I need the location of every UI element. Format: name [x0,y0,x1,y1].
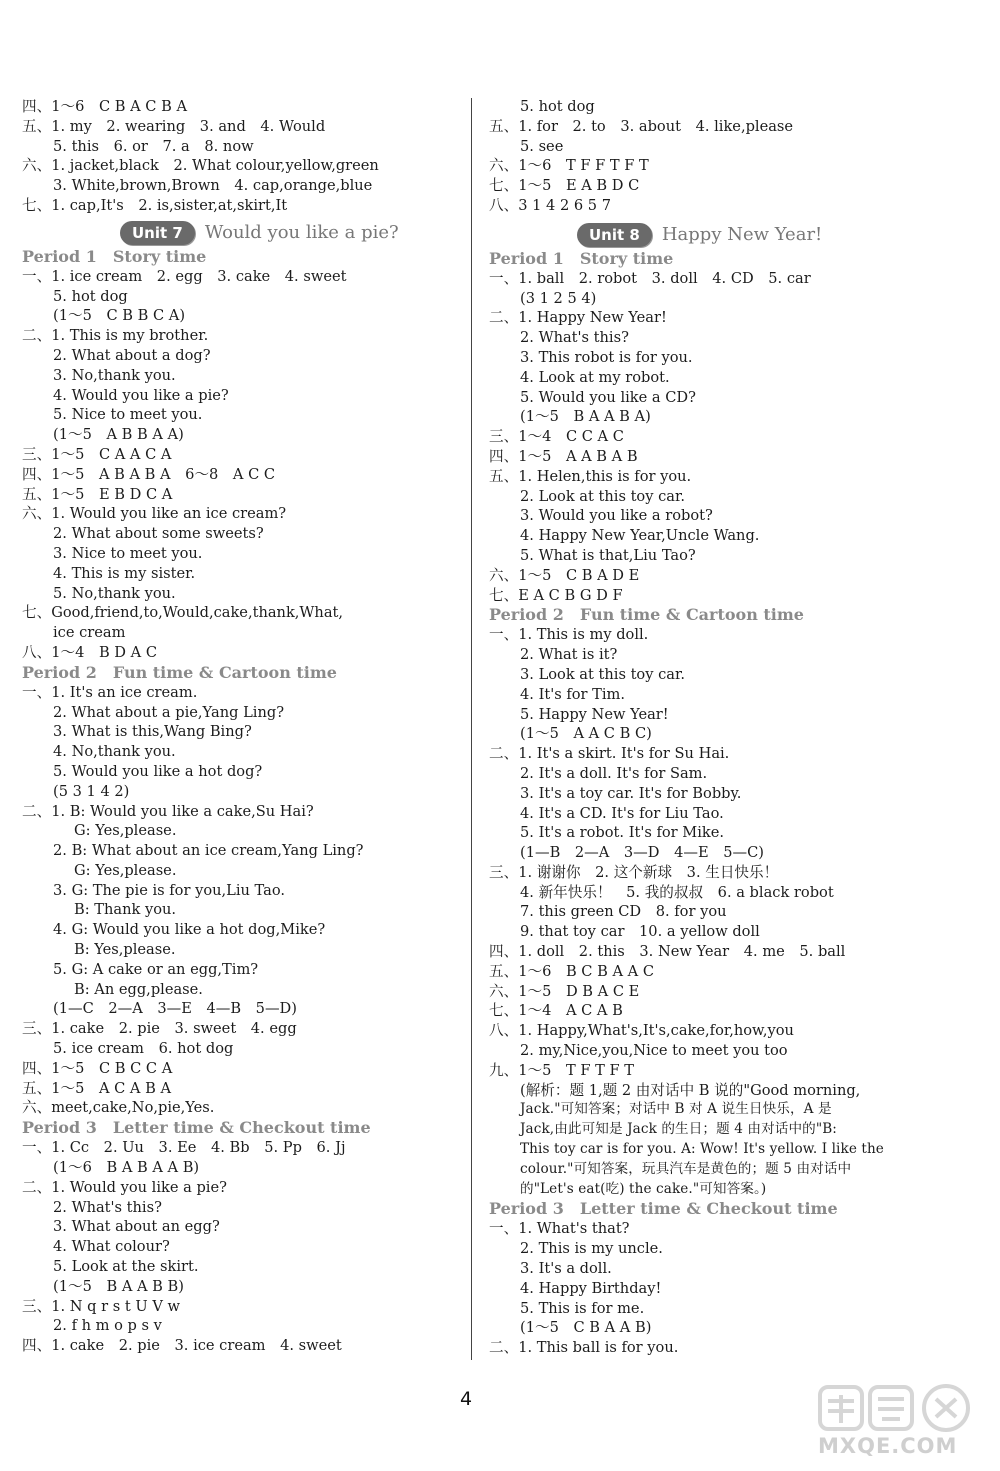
answer-line: G: Yes,please. [74,861,177,879]
answer-line: 2. Look at this toy car. [520,487,685,505]
right-column [489,97,969,1358]
answer-line: 五、1. for 2. to 3. about 4. like,please [489,117,794,135]
answer-line: 3. It's a doll. [520,1260,612,1278]
answer-line: 五、1～5 E B D C A [22,485,173,503]
answer-line: 八、1. Happy,What's,It's,cake,for,how,you [489,1022,794,1040]
answer-line: G: Yes,please. [74,822,177,840]
unit-7-header [22,218,467,247]
right-block-3 [489,625,969,1199]
answer-line: 四、1～5 A A B A B [489,447,638,465]
left-block-2 [22,267,467,663]
answer-line: 4. What colour? [53,1238,170,1256]
answer-line: 5. ice cream 6. hot dog [53,1040,234,1058]
period-label: Period 2 [22,662,97,682]
answer-line: 4. Happy Birthday! [520,1279,662,1297]
answer-line: 四、1～6 C B A C B A [22,98,187,115]
answer-line: 六、1～6 T F F T F T [489,157,649,175]
answer-line: 3. Look at this toy car. [520,665,685,683]
period-title: Fun time & Cartoon time [112,662,337,682]
unit-7-period-2 [22,663,467,683]
answer-line: 5. Look at the skirt. [53,1258,199,1276]
unit-8-badge: Unit 8 [577,223,652,247]
answer-line: 九、1～5 T F T F T [489,1061,634,1079]
answer-line: (1—C 2—A 3—E 4—B 5—D) [53,1000,297,1018]
answer-line: 四、1. cake 2. pie 3. ice cream 4. sweet [22,1337,342,1355]
left-block-4 [22,1138,467,1356]
answer-line: ice cream [53,624,126,642]
answer-line: 三、1. cake 2. pie 3. sweet 4. egg [22,1020,297,1038]
page-number: 4 [460,1388,473,1410]
answer-line: 五、1～5 A C A B A [22,1079,172,1097]
answer-line: 六、1～5 D B A C E [489,982,640,1000]
right-block-2 [489,269,969,606]
watermark-url: MXQE.COM [818,1434,958,1458]
answer-line: 五、1～6 B C B A A C [489,962,654,980]
unit-7-title: Would you like a pie? [204,222,399,244]
period-title: Letter time & Checkout time [579,1199,838,1219]
answer-line: 二、1. Would you like a pie? [22,1178,227,1196]
period-title: Story time [112,246,207,266]
answer-line: (1～5 A A C B C) [520,725,652,743]
answer-line: 5. Would you like a CD? [520,388,696,406]
answer-line: 3. White,brown,Brown 4. cap,orange,blue [53,177,373,195]
answer-line: 七、E A C B G D F [489,586,623,604]
answer-line: 八、1～4 B D A C [22,643,157,661]
answer-line: 4. Would you like a pie? [53,386,229,404]
answer-line: 六、1～5 C B A D E [489,566,640,584]
answer-line: 3. What about an egg? [53,1218,220,1236]
answer-line: (1～5 B A A B A) [520,408,651,426]
answer-line: 2. What is it? [520,646,618,664]
answer-line: 4. Look at my robot. [520,368,670,386]
unit-8-period-3 [489,1199,969,1219]
answer-line: (1～5 A B B A A) [53,426,184,444]
answer-line: 二、1. B: Would you like a cake,Su Hai? [22,802,314,820]
answer-line: 5. G: A cake or an egg,Tim? [53,960,259,978]
period-title: Fun time & Cartoon time [579,605,804,625]
answer-line: (解析：题 1,题 2 由对话中 B 说的"Good morning, [520,1081,861,1099]
answer-line: 3. Would you like a robot? [520,507,713,525]
answer-line: 2. What's this? [53,1198,162,1216]
unit-7-badge: Unit 7 [120,221,195,245]
answer-line: This toy car is for you. A: Wow! It's yellow. I like the [520,1141,884,1158]
unit-8-header [489,220,969,249]
period-title: Letter time & Checkout time [112,1118,371,1138]
unit-7-period-3 [22,1118,467,1138]
answer-line: 六、1. jacket,black 2. What colour,yellow,green [22,157,379,175]
answer-line: 2. f h m o p s v [53,1317,162,1335]
answer-line: 二、1. It's a skirt. It's for Su Hai. [489,745,730,763]
watermark-stamp-logo [818,1383,978,1433]
answer-line: 5. This is for me. [520,1299,645,1317]
answer-line: (1～5 B A A B B) [53,1277,184,1295]
period-label: Period 3 [489,1199,564,1219]
answer-line: 9. that toy car 10. a yellow doll [520,923,760,941]
answer-line: 3. What is this,Wang Bing? [53,723,252,741]
answer-line: 二、1. Happy New Year! [489,309,667,327]
answer-line: 2. What about some sweets? [53,525,264,543]
left-block-3 [22,683,467,1119]
answer-line: 四、1～5 C B C C A [22,1059,173,1077]
answer-line: B: Thank you. [74,901,177,919]
answer-line: 六、1. Would you like an ice cream? [22,505,287,523]
answer-line: 2. It's a doll. It's for Sam. [520,764,708,782]
unit-8-title: Happy New Year! [661,224,823,246]
answer-line: 3. It's a toy car. It's for Bobby. [520,784,742,802]
answer-line: colour."可知答案，玩具汽车是黄色的；题 5 由对话中 [520,1160,852,1177]
answer-line: 3. G: The pie is for you,Liu Tao. [53,881,286,899]
unit-7-period-1 [22,247,467,267]
answer-line: 4. It's a CD. It's for Liu Tao. [520,804,724,822]
period-label: Period 2 [489,605,564,625]
answer-line: 四、1. doll 2. this 3. New Year 4. me 5. ball [489,943,846,961]
answer-line: Jack,由此可知是 Jack 的生日；题 4 由对话中的"B: [520,1121,837,1138]
answer-line: 7. this green CD 8. for you [520,903,727,921]
answer-line: 5. hot dog [53,287,128,305]
answer-line: 一、1. What's that? [489,1220,630,1238]
answer-line: 5. What is that,Liu Tao? [520,546,696,564]
answer-line: 2. What about a dog? [53,346,211,364]
answer-line: B: Yes,please. [74,941,176,959]
right-block-1 [489,97,969,216]
answer-line: 3. Nice to meet you. [53,544,203,562]
answer-line: 六、meet,cake,No,pie,Yes. [22,1099,215,1117]
answer-line: 五、1. Helen,this is for you. [489,467,692,485]
answer-line: 三、1. 谢谢你 2. 这个新球 3. 生日快乐！ [489,863,779,881]
answer-line: (1～5 C B B C A) [53,307,186,325]
answer-line: 4. 新年快乐！ 5. 我的叔叔 6. a black robot [520,883,834,901]
answer-line: 二、1. This ball is for you. [489,1339,679,1357]
column-divider [471,98,472,1360]
unit-8-period-1 [489,249,969,269]
answer-line: 5. It's a robot. It's for Mike. [520,824,725,842]
answer-line: 三、1. N q r s t U V w [22,1297,180,1315]
answer-line: 2. my,Nice,you,Nice to meet you too [520,1042,788,1060]
answer-line: 四、1～5 A B A B A 6～8 A C C [22,465,276,483]
answer-line: 一、1. ball 2. robot 3. doll 4. CD 5. car [489,269,811,287]
answer-line: 3. No,thank you. [53,366,176,384]
answer-line: (5 3 1 4 2) [53,782,130,800]
answer-line: (1～6 B A B A A B) [53,1159,200,1177]
answer-line: 2. What's this? [520,329,629,347]
answer-line: 5. this 6. or 7. a 8. now [53,137,254,155]
answer-line: 4. No,thank you. [53,743,176,761]
answer-line: 一、1. This is my doll. [489,626,649,644]
answer-line: (1—B 2—A 3—D 4—E 5—C) [520,844,764,862]
answer-line: 4. This is my sister. [53,564,196,582]
answer-line: 2. What about a pie,Yang Ling? [53,703,285,721]
answer-line: (1～5 C B A A B) [520,1319,652,1337]
answer-line: B: An egg,please. [74,980,203,998]
period-label: Period 1 [489,248,564,268]
answer-line: 4. Happy New Year,Uncle Wang. [520,527,760,545]
answer-line: 5. Nice to meet you. [53,406,203,424]
answer-line: 七、Good,friend,to,Would,cake,thank,What, [22,604,344,622]
answer-line: 七、1. cap,It's 2. is,sister,at,skirt,It [22,196,288,214]
period-title: Story time [579,248,674,268]
answer-line: 4. G: Would you like a hot dog,Mike? [53,921,326,939]
answer-line: Jack."可知答案；对话中 B 对 A 说生日快乐，A 是 [520,1101,832,1118]
answer-line: 一、1. Cc 2. Uu 3. Ee 4. Bb 5. Pp 6. Jj [22,1139,346,1157]
answer-line: 5. hot dog [520,98,595,115]
answer-line: 2. This is my uncle. [520,1240,663,1258]
right-block-4 [489,1219,969,1358]
unit-8-period-2 [489,605,969,625]
left-block-1 [22,97,467,216]
period-label: Period 1 [22,246,97,266]
answer-line: 的"Let's eat(吃) the cake."可知答案。) [520,1180,767,1197]
answer-line: 5. Happy New Year! [520,705,669,723]
period-label: Period 3 [22,1118,97,1138]
answer-line: 5. see [520,137,564,155]
answer-line: 三、1～4 C C A C [489,428,624,446]
answer-line: 3. This robot is for you. [520,348,693,366]
left-column [22,97,467,1356]
answer-line: 2. B: What about an ice cream,Yang Ling? [53,842,364,860]
answer-line: 一、1. It's an ice cream. [22,683,198,701]
answer-line: 5. No,thank you. [53,584,176,602]
answer-line: 七、1～5 E A B D C [489,177,640,195]
answer-line: 4. It's for Tim. [520,685,626,703]
answer-line: 5. Would you like a hot dog? [53,762,263,780]
answer-line: 三、1～5 C A A C A [22,445,172,463]
answer-line: 二、1. This is my brother. [22,327,209,345]
answer-line: 八、3 1 4 2 6 5 7 [489,196,612,214]
answer-line: 一、1. ice cream 2. egg 3. cake 4. sweet [22,267,347,285]
answer-line: (3 1 2 5 4) [520,289,597,307]
answer-line: 七、1～4 A C A B [489,1002,623,1020]
answer-line: 五、1. my 2. wearing 3. and 4. Would [22,117,326,135]
